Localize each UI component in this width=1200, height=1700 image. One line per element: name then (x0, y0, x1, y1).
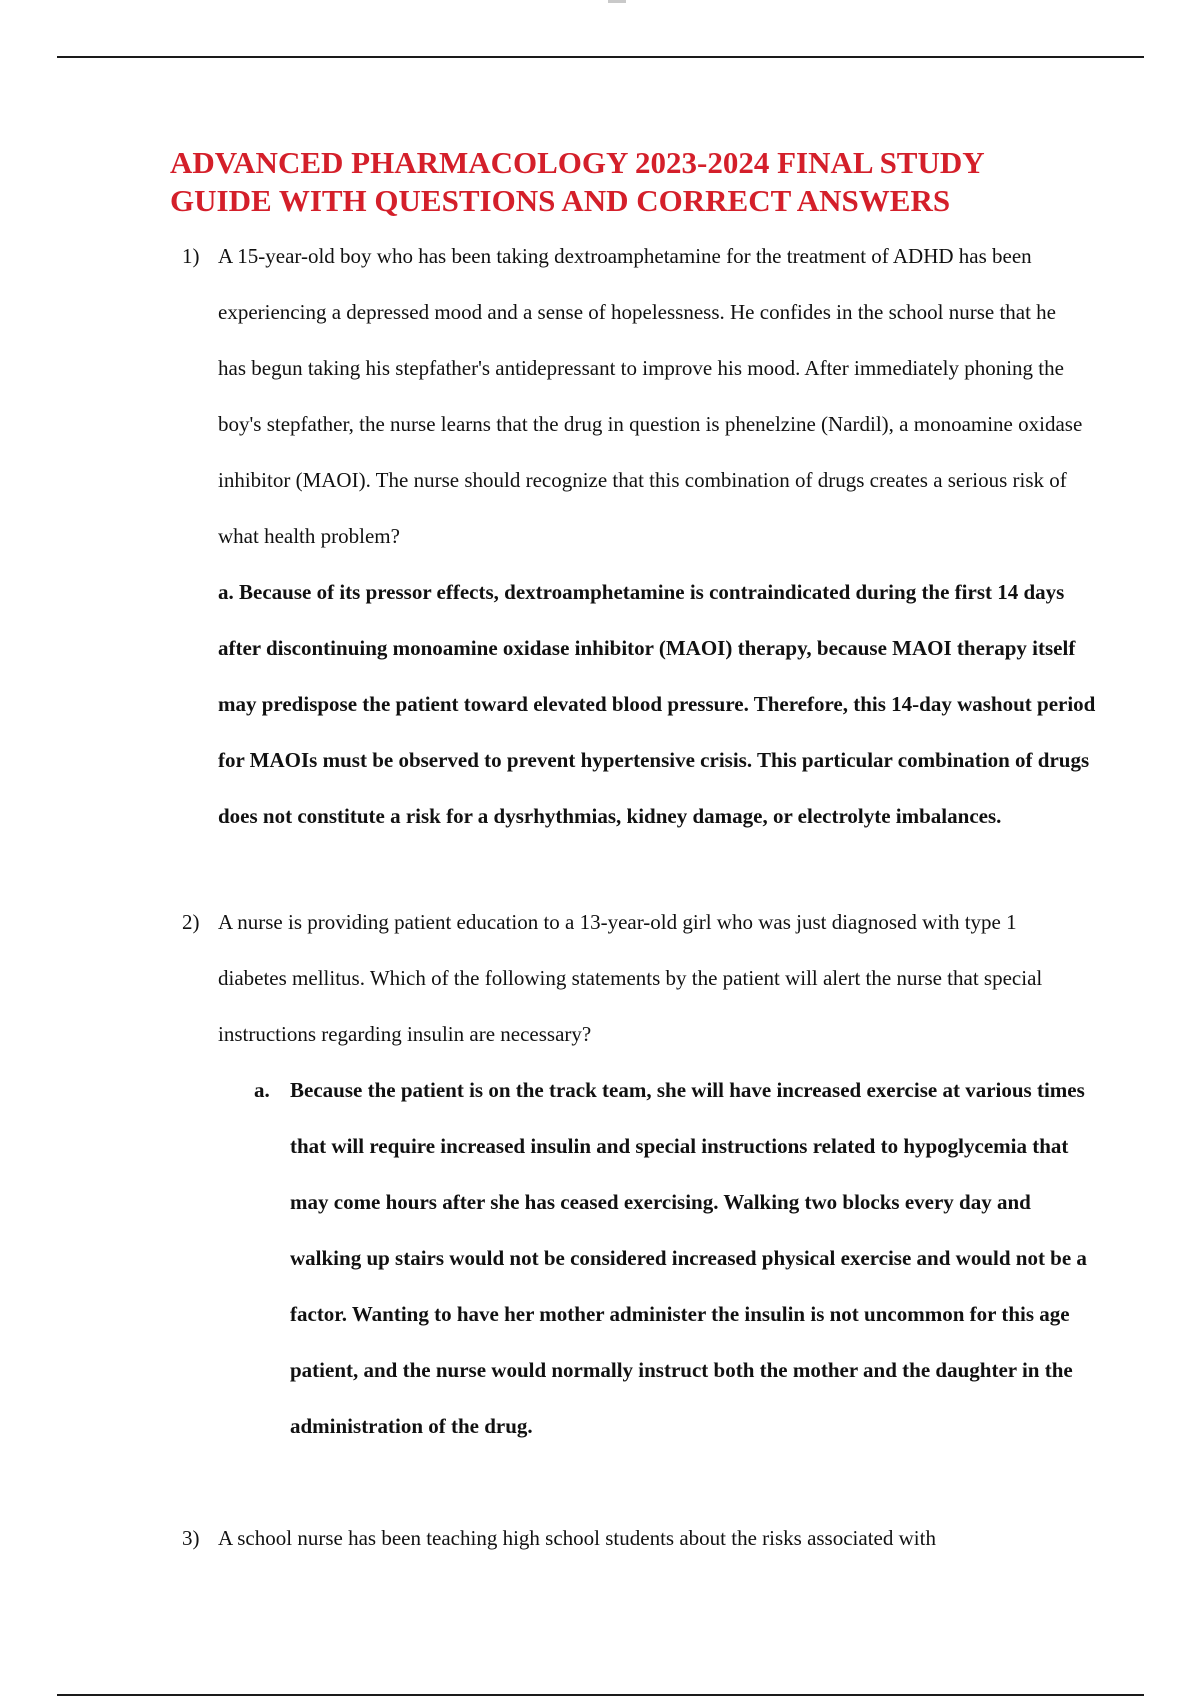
question-number: 3) (182, 1526, 200, 1550)
question-text: A 15-year-old boy who has been taking dextroamphetamine for the treatment of ADHD has been experiencing a depressed mood and a sense of hopelessness. He confides in the school nurse that he has begun taking his stepfather's antidepressant to improve his mood. After immediately phoning the boy's stepfather, the nurse learns that the drug in question is phenelzine (Nardil), a monoamine oxidase inhibitor (MAOI). The nurse should recognize that this combination of drugs creates a serious risk of what health problem? (218, 244, 1083, 548)
question-text: A nurse is providing patient education to a 13-year-old girl who was just diagnosed with type 1 diabetes mellitus. Which of the following statements by the patient will alert the nurse that special instructions regarding insulin are necessary? (218, 910, 1043, 1046)
answer-text: a. Because of its pressor effects, dextroamphetamine is contraindicated during the first 14 days after discontinuing monoamine oxidase inhibitor (MAOI) therapy, because MAOI therapy itself may predispose the patient toward elevated blood pressure. Therefore, this 14-day washout period for MAOIs must be observed to prevent hypertensive crisis. This particular combination of drugs does not constitute a risk for a dysrhythmias, kidney damage, or electrolyte imbalances. (218, 580, 1096, 828)
answer-block (218, 564, 1098, 844)
question-text: A school nurse has been teaching high school students about the risks associated with (218, 1526, 936, 1550)
question-number: 2) (182, 910, 200, 934)
answer-letter: a. (254, 1078, 270, 1102)
question-number: 1) (182, 244, 200, 268)
answer-text: Because the patient is on the track team, she will have increased exercise at various times that will require increased insulin and special instructions related to hypoglycemia that may come hours after she has ceased exercising. Walking two blocks every day and walking up stairs would not be considered increased physical exercise and would not be a factor. Wanting to have her mother administer the insulin is not uncommon for this age patient, and the nurse would normally instruct both the mother and the daughter in the administration of the drug. (290, 1078, 1087, 1438)
footer-rule (57, 1694, 1144, 1696)
document-title: ADVANCED PHARMACOLOGY 2023-2024 FINAL STUDY GUIDE WITH QUESTIONS AND CORRECT ANSWERS (170, 145, 984, 218)
